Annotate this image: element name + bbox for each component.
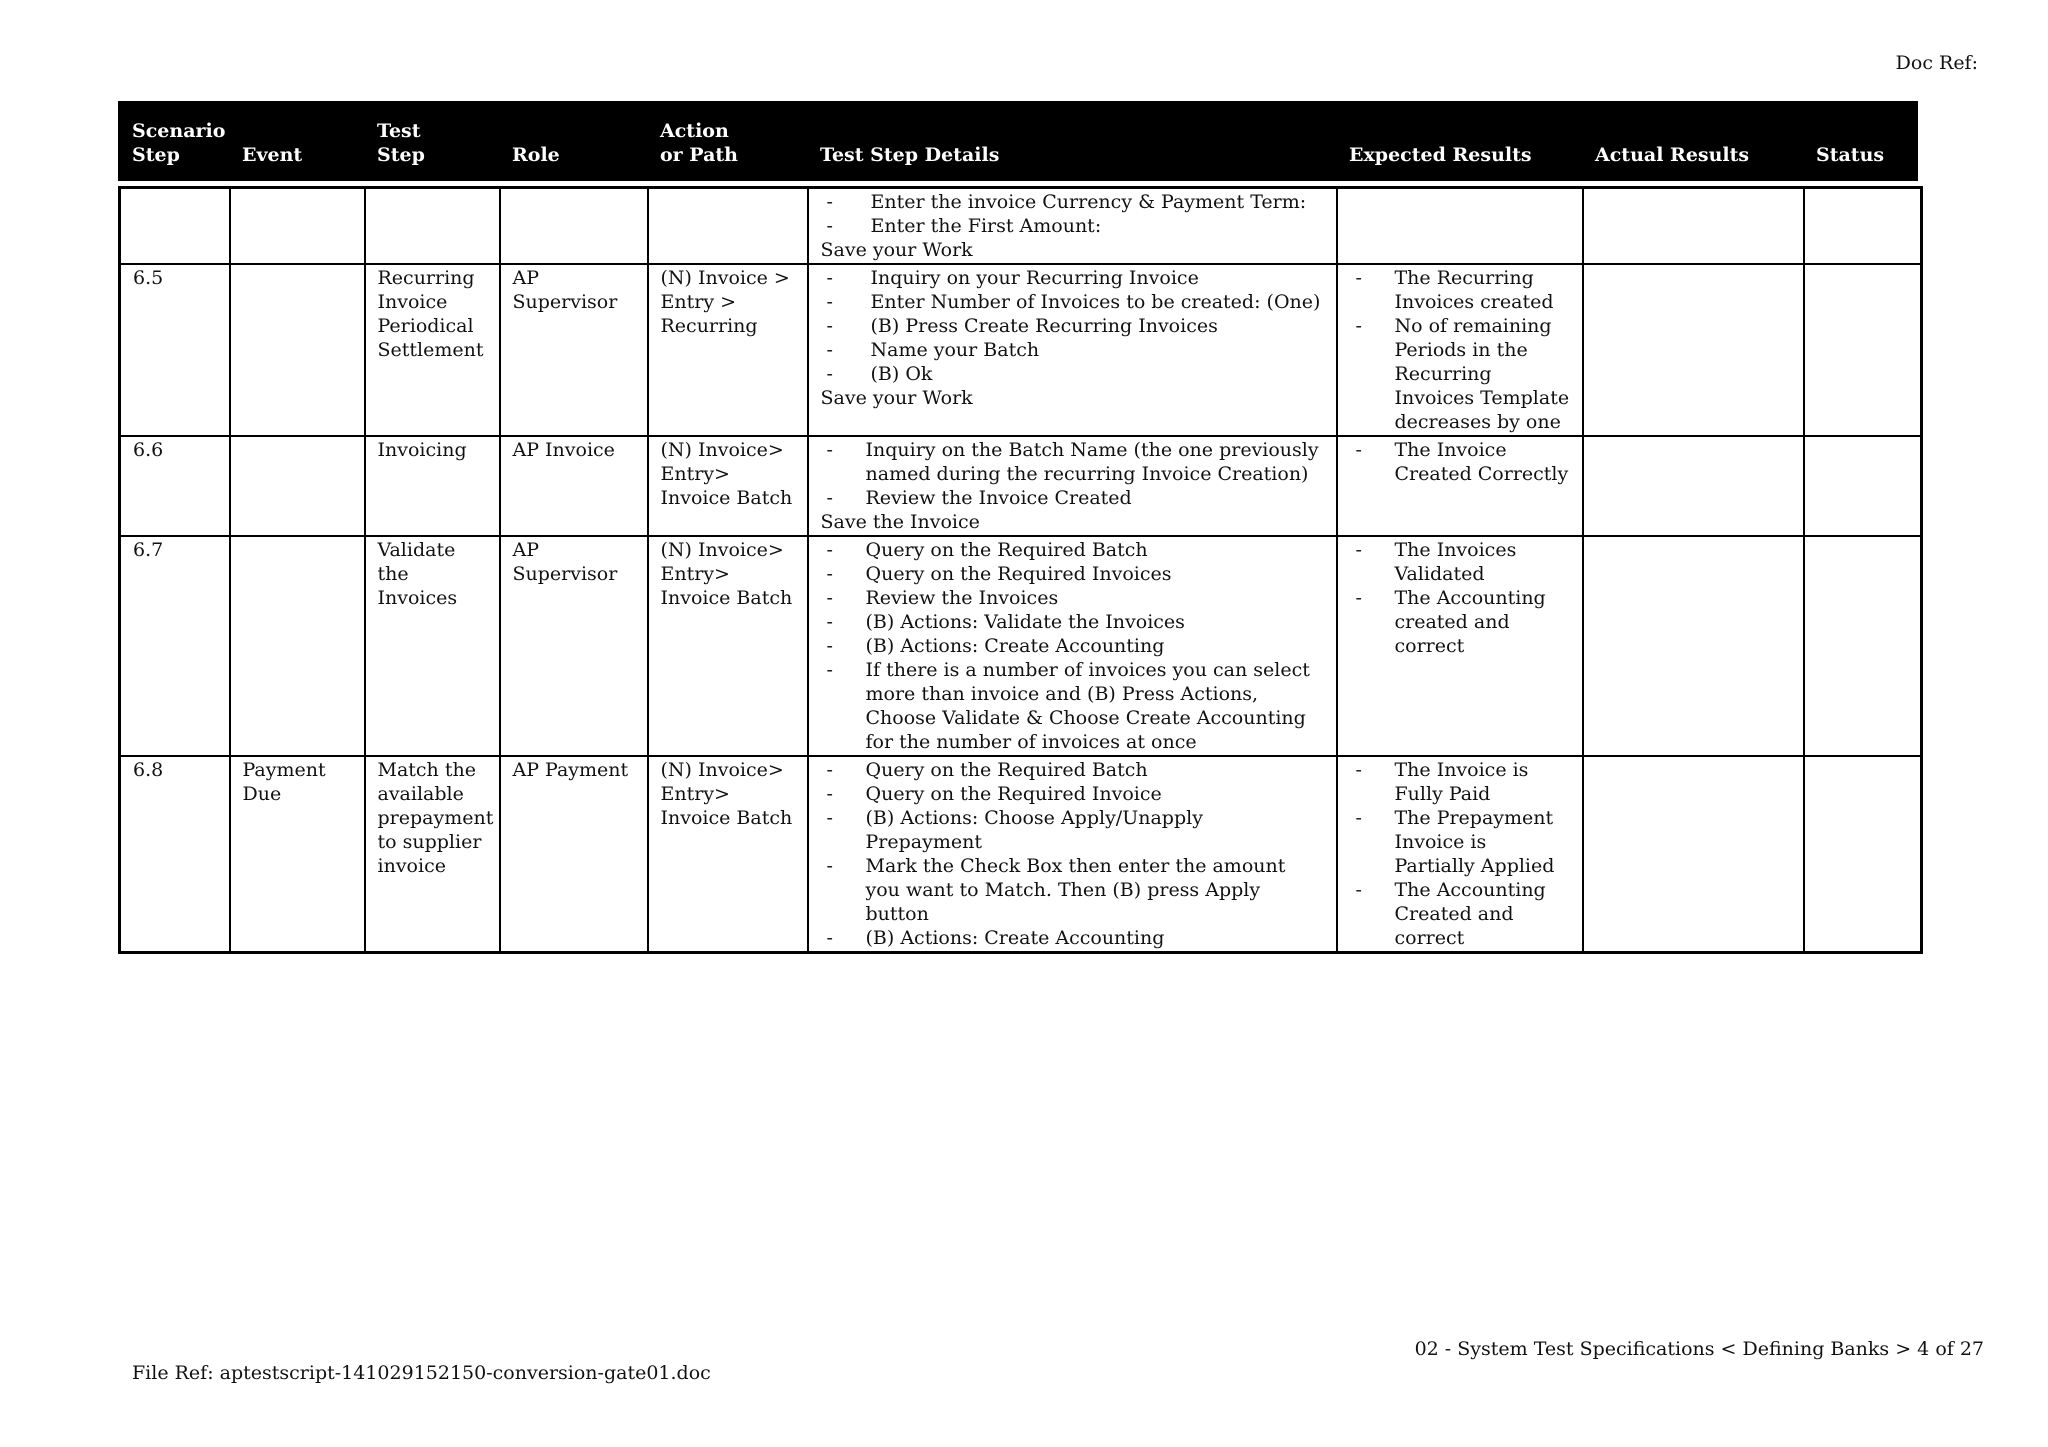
list-item: - Mark the Check Box then enter the amount you want to Match. Then (B) press Apply button <box>821 854 1324 926</box>
table-header <box>118 101 1918 181</box>
test-step-details-cell <box>808 264 1337 436</box>
list-item: - (B) Actions: Create Accounting <box>821 926 1324 950</box>
list-item: - Inquiry on your Recurring Invoice <box>821 266 1324 290</box>
test-step-details-cell <box>808 188 1337 265</box>
header-test-step-details: Test Step Details <box>820 144 1000 166</box>
list-item: - (B) Press Create Recurring Invoices <box>821 314 1324 338</box>
list-item: - Query on the Required Batch <box>821 758 1324 782</box>
test-step-cell: Invoicing <box>365 436 500 536</box>
action-path-cell: (N) Invoice> Entry> Invoice Batch <box>648 756 808 953</box>
action-path-cell: (N) Invoice > Entry > Recurring <box>648 264 808 436</box>
header-event: Event <box>242 144 303 166</box>
header-role: Role <box>512 144 560 166</box>
actual-results-cell <box>1583 188 1804 265</box>
table-row <box>120 264 1922 436</box>
details-list <box>821 758 1324 950</box>
table-row <box>120 188 1922 265</box>
role-cell <box>500 188 648 265</box>
list-item: - No of remaining Periods in the Recurring Invoices Template decreases by one <box>1350 314 1570 434</box>
list-item: - The Accounting created and correct <box>1350 586 1570 658</box>
list-item: - (B) Actions: Validate the Invoices <box>821 610 1324 634</box>
list-item: - Query on the Required Invoice <box>821 782 1324 806</box>
test-step-details-cell <box>808 536 1337 756</box>
action-path-cell: (N) Invoice> Entry> Invoice Batch <box>648 536 808 756</box>
status-cell <box>1804 756 1922 953</box>
event-cell <box>230 436 365 536</box>
actual-results-cell <box>1583 264 1804 436</box>
status-cell <box>1804 188 1922 265</box>
status-cell <box>1804 436 1922 536</box>
actual-results-cell <box>1583 536 1804 756</box>
scenario-step-cell: 6.8 <box>120 756 230 953</box>
list-item: - Inquiry on the Batch Name (the one previously named during the recurring Invoice Creation) <box>821 438 1324 486</box>
list-item: - The Invoice Created Correctly <box>1350 438 1570 486</box>
status-cell <box>1804 536 1922 756</box>
actual-results-cell <box>1583 436 1804 536</box>
expected-results-cell <box>1337 756 1583 953</box>
expected-list <box>1350 438 1570 486</box>
list-item: - Review the Invoices <box>821 586 1324 610</box>
role-cell: AP Supervisor <box>500 536 648 756</box>
event-cell <box>230 264 365 436</box>
test-step-cell <box>365 188 500 265</box>
table-row <box>120 536 1922 756</box>
header-status: Status <box>1816 144 1885 166</box>
list-item: - Review the Invoice Created <box>821 486 1324 510</box>
header-expected-results: Expected Results <box>1349 144 1532 166</box>
details-list <box>821 266 1324 386</box>
details-list <box>821 438 1324 510</box>
list-item: - If there is a number of invoices you can select more than invoice and (B) Press Actions, Choose Validate & Choose Create Accounting for the number of invoices at once <box>821 658 1324 754</box>
test-step-cell: Match the available prepayment to supplier invoice <box>365 756 500 953</box>
page-info: 02 - System Test Specifications < Defining Banks > 4 of 27 <box>1414 1338 1984 1360</box>
event-cell <box>230 536 365 756</box>
file-ref: File Ref: aptestscript-141029152150-conversion-gate01.doc <box>132 1362 711 1384</box>
scenario-step-cell: 6.5 <box>120 264 230 436</box>
header-actual-results: Actual Results <box>1595 144 1750 166</box>
header-action-path: Action or Path <box>660 120 738 166</box>
list-item: - Query on the Required Invoices <box>821 562 1324 586</box>
test-step-cell: Recurring Invoice Periodical Settlement <box>365 264 500 436</box>
expected-results-cell <box>1337 188 1583 265</box>
list-item: - (B) Actions: Choose Apply/Unapply Prepayment <box>821 806 1324 854</box>
list-item: - Enter Number of Invoices to be created: (One) <box>821 290 1324 314</box>
details-tail: Save your Work <box>820 387 973 409</box>
role-cell: AP Payment <box>500 756 648 953</box>
test-step-cell: Validate the Invoices <box>365 536 500 756</box>
header-test-step: Test Step <box>377 120 425 166</box>
expected-results-cell <box>1337 536 1583 756</box>
list-item: - The Invoice is Fully Paid <box>1350 758 1570 806</box>
list-item: - Enter the invoice Currency & Payment Term: <box>821 190 1324 214</box>
event-cell: Payment Due <box>230 756 365 953</box>
expected-list <box>1350 758 1570 950</box>
action-path-cell <box>648 188 808 265</box>
role-cell: AP Supervisor <box>500 264 648 436</box>
list-item: - Query on the Required Batch <box>821 538 1324 562</box>
scenario-step-cell <box>120 188 230 265</box>
list-item: - (B) Ok <box>821 362 1324 386</box>
actual-results-cell <box>1583 756 1804 953</box>
list-item: - The Accounting Created and correct <box>1350 878 1570 950</box>
role-cell: AP Invoice <box>500 436 648 536</box>
test-steps-table <box>118 186 1923 954</box>
list-item: - Enter the First Amount: <box>821 214 1324 238</box>
list-item: - The Prepayment Invoice is Partially Applied <box>1350 806 1570 878</box>
expected-list <box>1350 538 1570 658</box>
details-list <box>821 538 1324 754</box>
expected-results-cell <box>1337 264 1583 436</box>
table-row <box>120 436 1922 536</box>
scenario-step-cell: 6.7 <box>120 536 230 756</box>
test-step-details-cell <box>808 756 1337 953</box>
details-tail: Save your Work <box>820 239 973 261</box>
action-path-cell: (N) Invoice> Entry> Invoice Batch <box>648 436 808 536</box>
header-scenario-step: Scenario Step <box>132 120 226 166</box>
doc-ref: Doc Ref: <box>1895 52 1978 74</box>
list-item: - (B) Actions: Create Accounting <box>821 634 1324 658</box>
scenario-step-cell: 6.6 <box>120 436 230 536</box>
list-item: - Name your Batch <box>821 338 1324 362</box>
table-row <box>120 756 1922 953</box>
details-list <box>821 190 1324 238</box>
expected-results-cell <box>1337 436 1583 536</box>
event-cell <box>230 188 365 265</box>
expected-list <box>1350 266 1570 434</box>
details-tail: Save the Invoice <box>820 511 980 533</box>
status-cell <box>1804 264 1922 436</box>
list-item: - The Invoices Validated <box>1350 538 1570 586</box>
list-item: - The Recurring Invoices created <box>1350 266 1570 314</box>
test-step-details-cell <box>808 436 1337 536</box>
